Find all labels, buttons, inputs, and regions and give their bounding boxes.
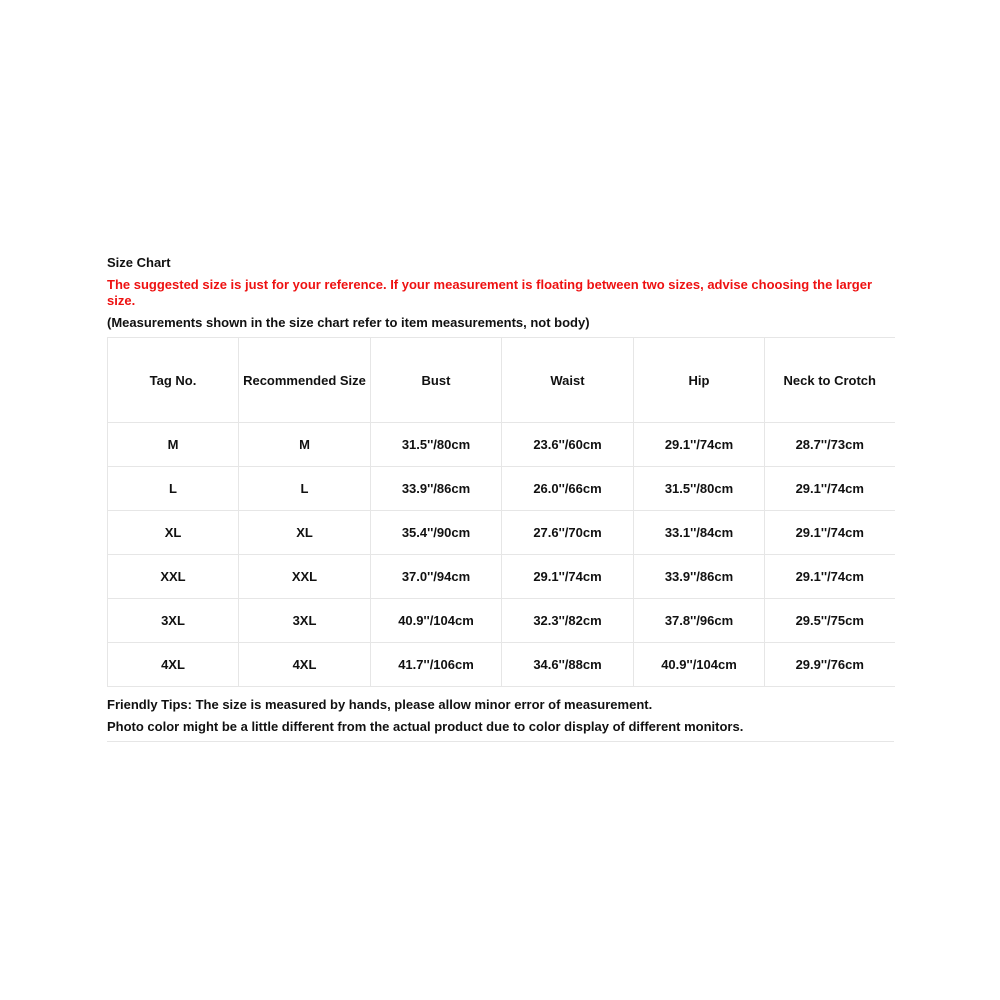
cell-recommended-size: 3XL [239,599,371,643]
cell-recommended-size: 4XL [239,643,371,687]
table-row [108,555,895,599]
size-chart-title: Size Chart [107,255,171,270]
cell-hip: 33.1''/84cm [634,511,765,555]
cell-neck-to-crotch: 29.1''/74cm [765,511,895,555]
cell-waist: 26.0''/66cm [502,467,634,511]
cell-waist: 23.6''/60cm [502,423,634,467]
header-bust: Bust [371,338,502,423]
cell-hip: 37.8''/96cm [634,599,765,643]
cell-recommended-size: XL [239,511,371,555]
size-chart-sheet [107,255,894,742]
cell-tag-no: M [108,423,239,467]
cell-bust: 40.9''/104cm [371,599,502,643]
size-suggestion-notice: The suggested size is just for your reference. If your measurement is floating between two sizes, advise choosing the larger size. [107,277,873,308]
cell-neck-to-crotch: 29.5''/75cm [765,599,895,643]
cell-recommended-size: XXL [239,555,371,599]
cell-tag-no: L [108,467,239,511]
cell-bust: 33.9''/86cm [371,467,502,511]
header-hip: Hip [634,338,765,423]
measurement-note: (Measurements shown in the size chart refer to item measurements, not body) [107,315,590,330]
size-table [107,337,895,687]
friendly-tip: Friendly Tips: The size is measured by hands, please allow minor error of measurement. [107,697,653,712]
cell-hip: 40.9''/104cm [634,643,765,687]
cell-waist: 32.3''/82cm [502,599,634,643]
cell-tag-no: 3XL [108,599,239,643]
cell-tag-no: XL [108,511,239,555]
cell-hip: 33.9''/86cm [634,555,765,599]
cell-hip: 31.5''/80cm [634,467,765,511]
table-row [108,599,895,643]
footer-tips [107,697,894,742]
table-row [108,643,895,687]
cell-bust: 35.4''/90cm [371,511,502,555]
table-header-row [108,338,895,423]
table-row [108,423,895,467]
cell-neck-to-crotch: 29.1''/74cm [765,555,895,599]
color-disclaimer: Photo color might be a little different from the actual product due to color display of different monitors. [107,719,744,734]
cell-bust: 41.7''/106cm [371,643,502,687]
cell-neck-to-crotch: 29.1''/74cm [765,467,895,511]
cell-bust: 31.5''/80cm [371,423,502,467]
cell-neck-to-crotch: 28.7''/73cm [765,423,895,467]
cell-recommended-size: M [239,423,371,467]
cell-waist: 29.1''/74cm [502,555,634,599]
cell-tag-no: XXL [108,555,239,599]
cell-recommended-size: L [239,467,371,511]
cell-hip: 29.1''/74cm [634,423,765,467]
table-row [108,467,895,511]
header-recommended-size: Recommended Size [239,338,371,423]
table-row [108,511,895,555]
header-neck-to-crotch: Neck to Crotch [765,338,895,423]
header-tag-no: Tag No. [108,338,239,423]
cell-tag-no: 4XL [108,643,239,687]
cell-waist: 34.6''/88cm [502,643,634,687]
header-waist: Waist [502,338,634,423]
cell-waist: 27.6''/70cm [502,511,634,555]
cell-neck-to-crotch: 29.9''/76cm [765,643,895,687]
cell-bust: 37.0''/94cm [371,555,502,599]
